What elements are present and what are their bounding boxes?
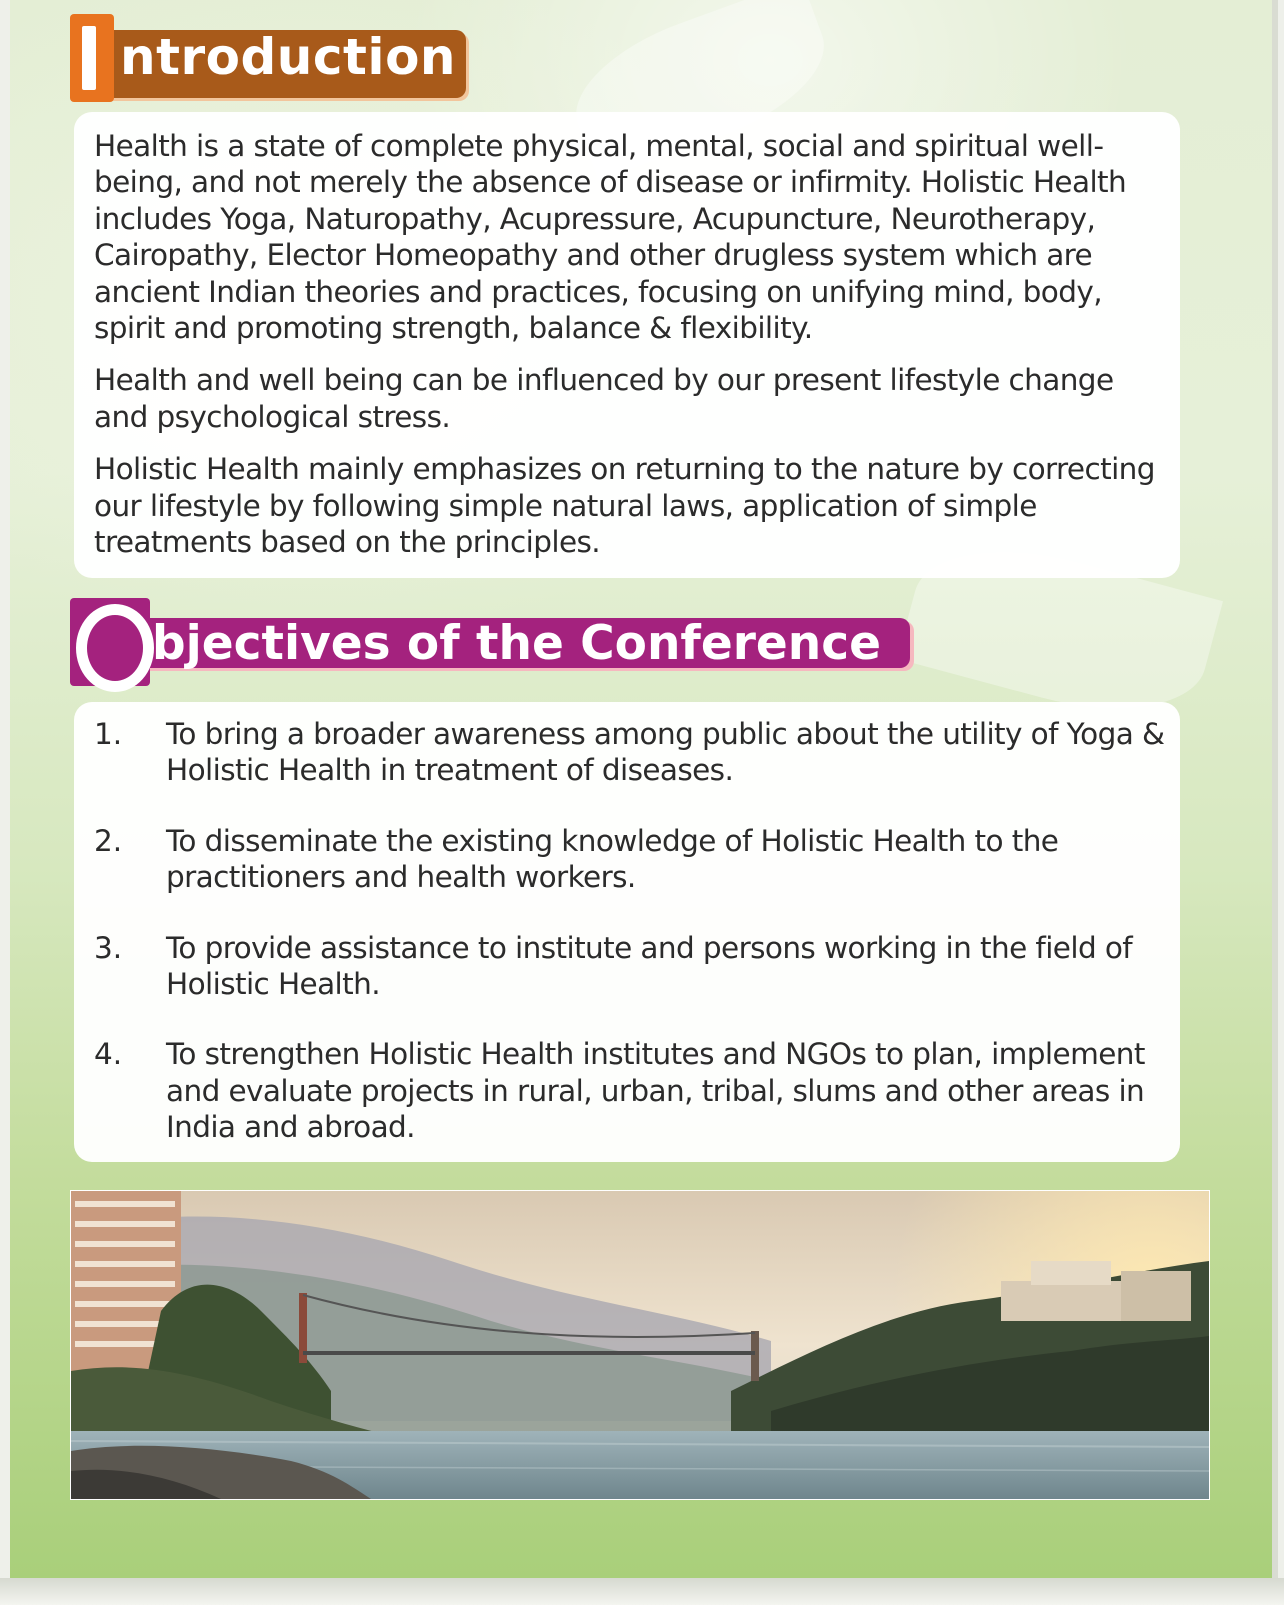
page-bottom-edge bbox=[0, 1578, 1284, 1605]
intro-paragraph: Health and well being can be influenced by our present lifestyle change and psychological stress. bbox=[94, 363, 1114, 434]
objective-text: To disseminate the existing knowledge of Holistic Health to the practitioners and health workers. bbox=[166, 823, 1059, 895]
objective-text: To provide assistance to institute and persons working in the field of Holistic Health. bbox=[166, 930, 1133, 1002]
objective-item bbox=[94, 930, 1166, 1003]
intro-paragraph: Holistic Health mainly emphasizes on returning to the nature by correcting our lifestyle by following simple natural laws, application of simple treatments based on the principles. bbox=[94, 452, 1155, 560]
objective-text: To bring a broader awareness among public about the utility of Yoga & Holistic Health in treatment of diseases. bbox=[166, 717, 1165, 788]
brochure-page bbox=[10, 0, 1278, 1578]
introduction-card bbox=[74, 112, 1180, 578]
introduction-heading-initial bbox=[70, 14, 114, 102]
objective-number: 4. bbox=[94, 1037, 123, 1072]
intro-paragraph: Health is a state of complete physical, mental, social and spiritual well-being, and not merely the absence of disease or infirmity. Holistic Health includes Yoga, Naturopathy, Acupressure, Acupuncture, Neurotherapy, Cairopathy, Elector Homeopathy and other drugless system which are ancient Indian theories and practices, focusing on unifying mind, body, spirit and promoting strength, balance & flexibility. bbox=[94, 129, 1127, 346]
objective-number: 2. bbox=[94, 823, 123, 858]
objectives-heading-text: bjectives of the Conference bbox=[152, 616, 882, 671]
objective-item bbox=[94, 823, 1166, 896]
objectives-card bbox=[74, 702, 1180, 1162]
landscape-illustration bbox=[71, 1191, 1209, 1499]
objective-number: 3. bbox=[94, 930, 123, 965]
objective-number: 1. bbox=[94, 717, 123, 751]
river-bridge-photo bbox=[70, 1190, 1210, 1500]
objective-item bbox=[94, 1036, 1166, 1145]
objectives-heading-initial bbox=[70, 598, 150, 686]
introduction-heading-text: ntroduction bbox=[120, 28, 457, 86]
objective-item bbox=[94, 716, 1166, 789]
objective-text: To strengthen Holistic Health institutes and NGOs to plan, implement and evaluate projects in rural, urban, tribal, slums and other areas in India and abroad. bbox=[166, 1037, 1145, 1145]
